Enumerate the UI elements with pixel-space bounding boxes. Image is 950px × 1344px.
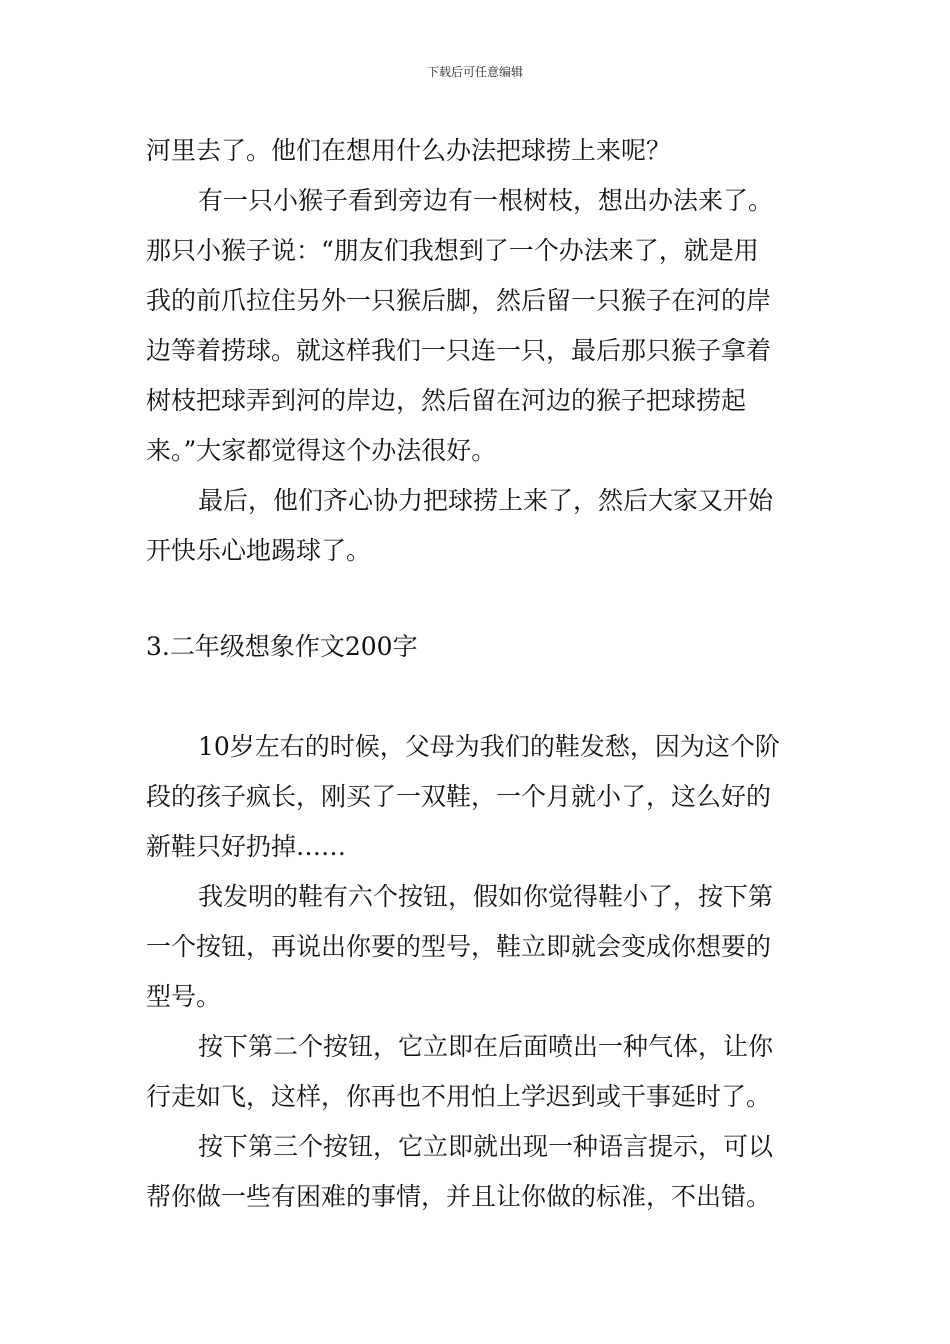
text-line: 段的孩子疯长，刚买了一双鞋，一个月就小了，这么好的: [146, 782, 772, 811]
paragraph-start: 按下第三个按钮，它立即就出现一种语言提示，可以: [198, 1132, 774, 1161]
paragraph-start: 按下第二个按钮，它立即在后面喷出一种气体，让你: [198, 1032, 774, 1061]
document-body: [146, 126, 808, 1222]
text-line: 型号。: [146, 982, 222, 1011]
text-line: 那只小猴子说：“朋友们我想到了一个办法来了，就是用: [146, 236, 759, 265]
text-line: 河里去了。他们在想用什么办法把球捞上来呢？: [146, 136, 672, 165]
text-line: 树枝把球弄到河的岸边，然后留在河边的猴子把球捞起: [146, 386, 747, 415]
section-heading: 3.二年级想象作文200字: [146, 632, 418, 661]
text-line: 新鞋只好扔掉……: [146, 832, 347, 861]
text-line: 边等着捞球。就这样我们一只连一只，最后那只猴子拿着: [146, 336, 772, 365]
paragraph-start: 最后，他们齐心协力把球捞上来了，然后大家又开始: [198, 486, 774, 515]
text-line: 帮你做一些有困难的事情，并且让你做的标准，不出错。: [146, 1182, 772, 1211]
text-line: 来。”大家都觉得这个办法很好。: [146, 436, 497, 465]
paragraph-start: 有一只小猴子看到旁边有一根树枝，想出办法来了。: [198, 186, 774, 215]
text-line: 一个按钮，再说出你要的型号，鞋立即就会变成你想要的: [146, 932, 772, 961]
paragraph-start: 我发明的鞋有六个按钮，假如你觉得鞋小了，按下第: [198, 882, 774, 911]
text-line: 我的前爪拉住另外一只猴后脚，然后留一只猴子在河的岸: [146, 286, 772, 315]
paragraph-start: 10岁左右的时候，父母为我们的鞋发愁，因为这个阶: [198, 732, 780, 761]
text-line: 开快乐心地踢球了。: [146, 536, 372, 565]
text-line: 行走如飞，这样，你再也不用怕上学迟到或干事延时了。: [146, 1082, 772, 1111]
page-header: 下载后可任意编辑: [426, 65, 523, 79]
